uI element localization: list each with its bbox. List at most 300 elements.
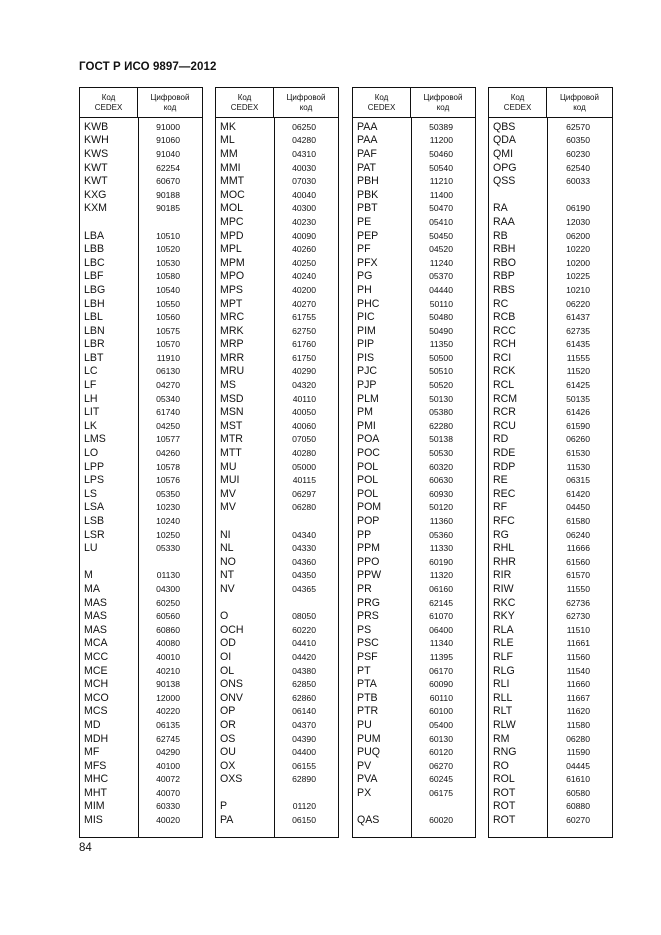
cedex-code-cell: RKY (493, 610, 515, 623)
table-row (216, 541, 338, 555)
table-row (353, 324, 475, 338)
table-row (216, 473, 338, 487)
numeric-code-cell: 40100 (156, 760, 180, 771)
cedex-code-cell: KWT (84, 161, 108, 174)
numeric-code-cell: 06400 (429, 624, 453, 635)
table-row (216, 256, 338, 270)
numeric-code-cell: 50500 (429, 352, 453, 363)
table-row (80, 569, 202, 583)
cedex-code-cell: RCH (493, 338, 516, 351)
numeric-code-cell: 11660 (566, 679, 590, 690)
table-row (489, 773, 612, 787)
code-table-column-1 (79, 87, 203, 838)
table-row (353, 365, 475, 379)
numeric-code-cell: 40072 (156, 774, 180, 785)
table-row (489, 446, 612, 460)
table-row (353, 147, 475, 161)
cedex-code-cell: MS (220, 379, 236, 392)
numeric-code-cell: 60560 (156, 611, 180, 622)
cedex-code-cell: PA (220, 814, 234, 827)
cedex-code-cell: LSA (84, 501, 105, 514)
numeric-code-cell: 60250 (156, 597, 180, 608)
table-row (80, 405, 202, 419)
numeric-code-cell: 10550 (156, 298, 180, 309)
table-row (489, 759, 612, 773)
cedex-code-cell: LSB (84, 515, 105, 528)
cedex-code-cell: RBS (493, 283, 515, 296)
cedex-code-cell: LMS (84, 433, 106, 446)
table-row (80, 555, 202, 569)
table-row (353, 664, 475, 678)
numeric-code-cell: 11240 (429, 257, 453, 268)
numeric-code-cell: 62860 (292, 692, 316, 703)
cedex-code-cell: LBB (84, 243, 105, 256)
cedex-code-cell: PS (357, 623, 372, 636)
numeric-code-cell: 04400 (292, 747, 316, 758)
numeric-code-cell: 40270 (292, 298, 316, 309)
numeric-code-cell: 40220 (156, 706, 180, 717)
numeric-code-cell: 40050 (292, 407, 316, 418)
numeric-code-cell: 10575 (156, 325, 180, 336)
cedex-code-cell: QMI (493, 147, 514, 160)
table-row (489, 120, 612, 134)
cedex-code-cell: RO (493, 759, 509, 772)
table-row (489, 623, 612, 637)
table-row (489, 433, 612, 447)
cedex-code-cell: RCM (493, 392, 518, 405)
cedex-code-cell: MUI (220, 474, 240, 487)
numeric-code-cell: 06135 (156, 719, 180, 730)
numeric-code-cell: 12030 (566, 216, 590, 227)
cedex-code-cell: MRK (220, 324, 244, 337)
table-row (216, 147, 338, 161)
cedex-code-cell: RCR (493, 406, 516, 419)
numeric-code-cell: 40240 (292, 271, 316, 282)
table-row (80, 541, 202, 555)
cedex-code-cell: LBH (84, 297, 105, 310)
table-row (353, 202, 475, 216)
numeric-code-cell: 04290 (156, 747, 180, 758)
table-row (80, 378, 202, 392)
cedex-code-cell: RBP (493, 270, 515, 283)
numeric-code-cell: 11540 (566, 665, 590, 676)
cedex-code-cell: MIS (84, 814, 103, 827)
cedex-code-cell: O (220, 610, 229, 623)
cedex-code-cell: PHC (357, 297, 380, 310)
cedex-code-cell: PE (357, 215, 372, 228)
numeric-code-cell: 11210 (429, 176, 453, 187)
numeric-code-cell: 06160 (429, 583, 453, 594)
cedex-code-cell: RLT (493, 705, 513, 718)
table-row (489, 745, 612, 759)
table-row (216, 446, 338, 460)
cedex-code-cell: KWB (84, 120, 109, 133)
numeric-code-cell: 62850 (292, 679, 316, 690)
table-row (489, 256, 612, 270)
numeric-code-cell: 60860 (156, 624, 180, 635)
cedex-code-cell: PIS (357, 351, 375, 364)
table-row (489, 324, 612, 338)
cedex-code-cell: QAS (357, 814, 380, 827)
cedex-code-cell: PPO (357, 555, 380, 568)
cedex-code-cell: PEP (357, 229, 379, 242)
cedex-code-cell: OD (220, 637, 236, 650)
table-row (216, 229, 338, 243)
cedex-code-cell: PBT (357, 202, 378, 215)
numeric-code-cell: 60190 (429, 556, 453, 567)
numeric-code-cell: 40300 (292, 203, 316, 214)
table-row (216, 365, 338, 379)
numeric-code-cell: 10540 (156, 284, 180, 295)
table-row (353, 174, 475, 188)
numeric-code-cell: 04350 (292, 570, 316, 581)
cedex-code-cell: MK (220, 120, 236, 133)
header-cedex-label: CEDEX (503, 103, 532, 112)
table-row (216, 773, 338, 787)
header-cedex-code (80, 88, 138, 117)
numeric-code-cell: 90138 (156, 679, 180, 690)
numeric-code-cell: 06220 (566, 298, 590, 309)
page-number: 84 (79, 842, 92, 854)
table-row (80, 433, 202, 447)
table-row (353, 392, 475, 406)
numeric-code-cell: 62736 (566, 597, 590, 608)
table-row (216, 351, 338, 365)
cedex-code-cell: RDE (493, 447, 516, 460)
numeric-code-cell: 10210 (566, 284, 590, 295)
cedex-code-cell: MV (220, 501, 236, 514)
cedex-code-cell: POL (357, 487, 379, 500)
numeric-code-cell: 11666 (566, 543, 590, 554)
numeric-code-cell: 50460 (429, 148, 453, 159)
numeric-code-cell: 60110 (429, 692, 453, 703)
numeric-code-cell: 60670 (156, 176, 180, 187)
numeric-code-cell: 50510 (429, 366, 453, 377)
cedex-code-cell: MHT (84, 786, 107, 799)
table-row (489, 161, 612, 175)
cedex-code-cell: MPS (220, 283, 243, 296)
numeric-code-cell: 60120 (429, 747, 453, 758)
table-row (216, 487, 338, 501)
numeric-code-cell: 61426 (566, 407, 590, 418)
numeric-code-cell: 61610 (566, 774, 590, 785)
cedex-code-cell: LBF (84, 270, 104, 283)
numeric-code-cell: 04390 (292, 733, 316, 744)
cedex-code-cell: ONS (220, 678, 243, 691)
table-row (80, 650, 202, 664)
header-numeric-code (138, 88, 202, 117)
table-row (489, 392, 612, 406)
numeric-code-cell: 06190 (566, 203, 590, 214)
table-row (489, 229, 612, 243)
table-row (353, 229, 475, 243)
header-cedex-code (489, 88, 547, 117)
numeric-code-cell: 50135 (566, 393, 590, 404)
table-row (353, 677, 475, 691)
numeric-code-cell: 10570 (156, 339, 180, 350)
numeric-code-cell: 50120 (429, 502, 453, 513)
table-row (80, 732, 202, 746)
cedex-code-cell: P (220, 800, 228, 813)
cedex-code-cell: PIC (357, 311, 375, 324)
table-row (216, 745, 338, 759)
numeric-code-cell: 04365 (292, 583, 316, 594)
cedex-code-cell: KWH (84, 134, 109, 147)
table-row (489, 528, 612, 542)
table-row (216, 297, 338, 311)
table-row (80, 297, 202, 311)
numeric-code-cell: 11530 (566, 461, 590, 472)
header-numeric-label: Цифровой (286, 92, 326, 102)
cedex-code-cell: MOL (220, 202, 243, 215)
cedex-code-cell: MRC (220, 311, 245, 324)
header-numeric-code (411, 88, 475, 117)
table-row (80, 229, 202, 243)
header-numeric-code (274, 88, 338, 117)
table-row (80, 174, 202, 188)
numeric-code-cell: 01120 (292, 801, 316, 812)
numeric-code-cell: 04440 (429, 284, 453, 295)
cedex-code-cell: RC (493, 297, 509, 310)
cedex-code-cell: RLF (493, 650, 514, 663)
table-row (353, 405, 475, 419)
numeric-code-cell: 04380 (292, 665, 316, 676)
cedex-code-cell: PAF (357, 147, 377, 160)
table-row (353, 623, 475, 637)
table-row (80, 324, 202, 338)
table-row (80, 718, 202, 732)
cedex-code-cell: ONV (220, 691, 243, 704)
table-row (216, 609, 338, 623)
numeric-code-cell: 05000 (292, 461, 316, 472)
numeric-code-cell: 05360 (429, 529, 453, 540)
cedex-code-cell: PBH (357, 175, 379, 188)
header-code-suffix-label: код (573, 103, 586, 112)
numeric-code-cell: 61530 (566, 448, 590, 459)
numeric-code-cell: 61435 (566, 339, 590, 350)
numeric-code-cell: 60350 (566, 135, 590, 146)
cedex-code-cell: RCK (493, 365, 516, 378)
numeric-code-cell: 40040 (292, 189, 316, 200)
numeric-code-cell: 50470 (429, 203, 453, 214)
cedex-code-cell: PSF (357, 650, 378, 663)
numeric-code-cell: 06270 (429, 760, 453, 771)
numeric-code-cell: 60130 (429, 733, 453, 744)
table-row (216, 270, 338, 284)
table-row (216, 637, 338, 651)
cedex-code-cell: KWS (84, 147, 109, 160)
cedex-code-cell: OL (220, 664, 235, 677)
header-numeric-label: Цифровой (150, 92, 190, 102)
numeric-code-cell: 11350 (429, 339, 453, 350)
cedex-code-cell: LBT (84, 351, 104, 364)
table-row (353, 283, 475, 297)
numeric-code-cell: 06175 (429, 787, 453, 798)
numeric-code-cell: 04260 (156, 448, 180, 459)
table-row (489, 487, 612, 501)
cedex-code-cell: MST (220, 419, 243, 432)
table-row (353, 705, 475, 719)
cedex-code-cell: ROT (493, 814, 516, 827)
numeric-code-cell: 90188 (156, 189, 180, 200)
numeric-code-cell: 50130 (429, 393, 453, 404)
cedex-code-cell: NV (220, 582, 235, 595)
table-row (353, 745, 475, 759)
cedex-code-cell: PSC (357, 637, 379, 650)
numeric-code-cell: 10225 (566, 271, 590, 282)
numeric-code-cell: 91040 (156, 148, 180, 159)
table-row (489, 351, 612, 365)
table-row (353, 460, 475, 474)
header-code-suffix-label: код (163, 103, 177, 112)
cedex-code-cell: MMI (220, 161, 241, 174)
table-row (80, 365, 202, 379)
numeric-code-cell: 62570 (566, 121, 590, 132)
numeric-code-cell: 62730 (566, 611, 590, 622)
cedex-code-cell: LU (84, 542, 98, 555)
table-row (216, 378, 338, 392)
cedex-code-cell: MTT (220, 447, 242, 460)
cedex-code-cell: MPC (220, 215, 244, 228)
cedex-code-cell: RCB (493, 311, 516, 324)
cedex-code-cell: MCC (84, 650, 109, 663)
numeric-code-cell: 10220 (566, 244, 590, 255)
table-row (353, 786, 475, 800)
cedex-code-cell: RLL (493, 691, 513, 704)
table-row (216, 433, 338, 447)
table-row (489, 338, 612, 352)
cedex-code-cell: KXM (84, 202, 107, 215)
numeric-code-cell: 06260 (566, 434, 590, 445)
table-row (489, 501, 612, 515)
table-row (489, 460, 612, 474)
numeric-code-cell: 50389 (429, 121, 453, 132)
numeric-code-cell: 01130 (156, 570, 180, 581)
table-row (353, 338, 475, 352)
table-row (216, 215, 338, 229)
table-row (489, 650, 612, 664)
table-row (216, 732, 338, 746)
cedex-code-cell: MU (220, 460, 237, 473)
numeric-code-cell: 04420 (292, 651, 316, 662)
numeric-code-cell: 04310 (292, 148, 316, 159)
table-row (489, 732, 612, 746)
cedex-code-cell: ROT (493, 800, 516, 813)
cedex-code-cell: PIP (357, 338, 375, 351)
table-row (353, 501, 475, 515)
cedex-code-cell: MRU (220, 365, 245, 378)
page-header: ГОСТ Р ИСО 9897—2012 (79, 61, 217, 73)
numeric-code-cell: 07050 (292, 434, 316, 445)
code-table-column-3 (352, 87, 476, 838)
numeric-code-cell: 06315 (566, 475, 590, 486)
numeric-code-cell: 62280 (429, 420, 453, 431)
numeric-code-cell: 11580 (566, 719, 590, 730)
numeric-code-cell: 40115 (292, 475, 316, 486)
table-row (489, 365, 612, 379)
numeric-code-cell: 62890 (292, 774, 316, 785)
cedex-code-cell: MSN (220, 406, 244, 419)
table-row (489, 541, 612, 555)
table-row (216, 813, 338, 827)
cedex-code-cell: OCH (220, 623, 244, 636)
cedex-code-cell: RLW (493, 718, 516, 731)
table-row (216, 242, 338, 256)
numeric-code-cell: 10520 (156, 244, 180, 255)
numeric-code-cell: 60630 (429, 475, 453, 486)
cedex-code-cell: RCC (493, 324, 516, 337)
table-row (353, 134, 475, 148)
cedex-code-cell: RBO (493, 256, 516, 269)
table-row (80, 623, 202, 637)
numeric-code-cell: 04250 (156, 420, 180, 431)
table-row (353, 773, 475, 787)
table-row (353, 215, 475, 229)
table-row (80, 188, 202, 202)
cedex-code-cell: PTA (357, 678, 377, 691)
numeric-code-cell: 11555 (566, 352, 590, 363)
numeric-code-cell: 50110 (429, 298, 453, 309)
cedex-code-cell: LK (84, 419, 97, 432)
numeric-code-cell: 60020 (429, 815, 453, 826)
cedex-code-cell: MCO (84, 691, 109, 704)
cedex-code-cell: LBL (84, 311, 103, 324)
table-row (489, 174, 612, 188)
code-table-column-2 (215, 87, 339, 838)
numeric-code-cell: 11200 (429, 135, 453, 146)
numeric-code-cell: 60220 (292, 624, 316, 635)
cedex-code-cell: MCS (84, 705, 108, 718)
cedex-code-cell: PMI (357, 419, 376, 432)
numeric-code-cell: 50520 (429, 380, 453, 391)
column-divider (274, 118, 275, 837)
numeric-code-cell: 11550 (566, 583, 590, 594)
table-row (80, 134, 202, 148)
numeric-code-cell: 06280 (566, 733, 590, 744)
table-row (80, 338, 202, 352)
numeric-code-cell: 62735 (566, 325, 590, 336)
table-row (489, 310, 612, 324)
header-code-label: Код (237, 92, 252, 102)
table-row (353, 242, 475, 256)
cedex-code-cell: PAA (357, 134, 378, 147)
table-row (353, 514, 475, 528)
cedex-code-cell: RKC (493, 596, 516, 609)
numeric-code-cell: 05370 (429, 271, 453, 282)
cedex-code-cell: RLE (493, 637, 514, 650)
code-table-column-4 (488, 87, 613, 838)
cedex-code-cell: PF (357, 243, 371, 256)
cedex-code-cell: MV (220, 487, 236, 500)
table-row (216, 800, 338, 814)
numeric-code-cell: 61420 (566, 488, 590, 499)
numeric-code-cell: 40030 (292, 162, 316, 173)
numeric-code-cell: 61740 (156, 407, 180, 418)
numeric-code-cell: 40230 (292, 216, 316, 227)
cedex-code-cell: RLA (493, 623, 514, 636)
numeric-code-cell: 10250 (156, 529, 180, 540)
cedex-code-cell: MRP (220, 338, 244, 351)
table-row (216, 405, 338, 419)
table-row (489, 677, 612, 691)
table-row (216, 759, 338, 773)
table-row (80, 596, 202, 610)
numeric-code-cell: 05410 (429, 216, 453, 227)
numeric-code-cell: 40210 (156, 665, 180, 676)
numeric-code-cell: 11395 (429, 651, 453, 662)
table-header (216, 88, 338, 118)
numeric-code-cell: 60090 (429, 679, 453, 690)
